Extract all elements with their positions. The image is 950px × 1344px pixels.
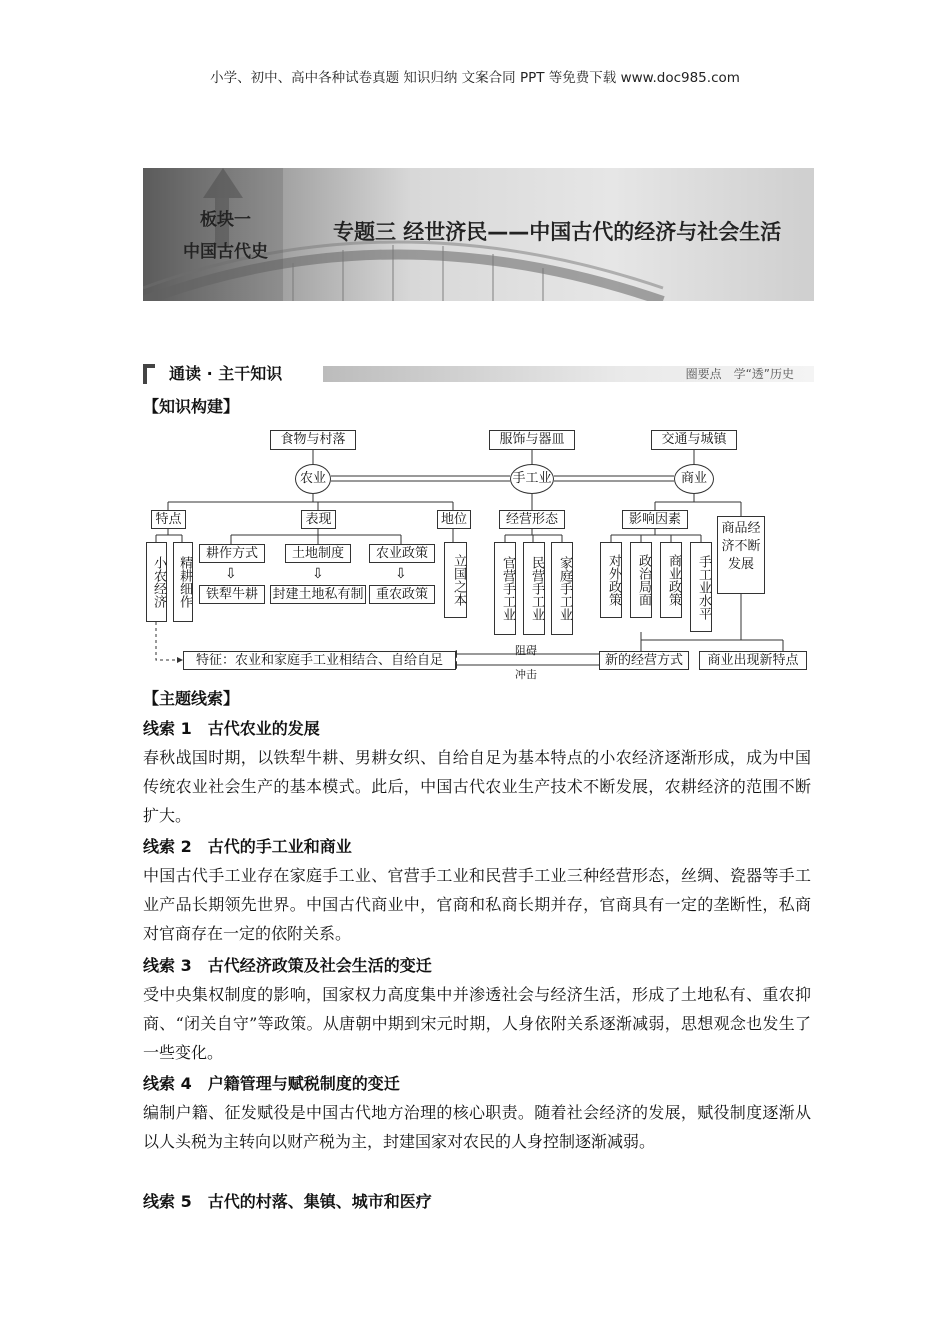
new-mode-box: 新的经营方式	[599, 651, 689, 670]
agri-policy-box: 农业政策	[369, 544, 435, 563]
food-village-box: 食物与村落	[270, 430, 356, 450]
foundation-box: 立国之本	[444, 542, 467, 618]
chapter-banner	[143, 168, 814, 301]
family-craft-box: 家庭手工业	[551, 542, 573, 635]
chapter-title: 专题三 经世济民——中国古代的经济与社会生活	[333, 220, 782, 244]
commodity-economy-box: 商品经济不断发展	[717, 516, 765, 594]
handicraft-node: 手工业	[510, 464, 554, 494]
dress-ware-box: 服饰与器皿	[489, 430, 575, 450]
transport-town-box: 交通与城镇	[651, 430, 737, 450]
section-label: 通读 · 主干知识	[169, 364, 283, 383]
foreign-policy-box: 对外政策	[600, 542, 622, 618]
clue-title: 线索 4 户籍管理与赋税制度的变迁	[143, 1074, 400, 1093]
corner-bracket-icon	[143, 364, 155, 384]
operation-forms-box: 经营形态	[499, 510, 565, 529]
knowledge-diagram	[143, 422, 814, 681]
down-arrow-icon: ⇩	[395, 566, 407, 582]
impact-label: 冲击	[515, 668, 537, 681]
feature-summary-box: 特征：农业和家庭手工业相结合、自给自足	[183, 651, 456, 670]
clue-title: 线索 3 古代经济政策及社会生活的变迁	[143, 956, 432, 975]
craft-level-box: 手工业水平	[690, 542, 712, 632]
commerce-policy-box: 商业政策	[660, 542, 682, 618]
clue-text: 中国古代手工业存在家庭手工业、官营手工业和民营手工业三种经营形态，丝绸、瓷器等手工业产品长期领先世界。中国古代商业中，官商和私商长期并存，官商具有一定的垄断性，私商对官商存在一定的依附关系。	[143, 866, 811, 943]
clue-title: 线索 5 古代的村落、集镇、城市和医疗	[143, 1192, 432, 1211]
clue-text: 受中央集权制度的影响，国家权力高度集中并渗透社会与经济生活，形成了土地私有、重农抑商、“闭关自守”等政策。从唐朝中期到宋元时期，人身依附关系逐渐减弱，思想观念也发生了一些变化。	[143, 985, 811, 1062]
private-craft-box: 民营手工业	[523, 542, 545, 635]
clue-text: 编制户籍、征发赋役是中国古代地方治理的核心职责。随着社会经济的发展，赋役制度逐渐从以人头税为主转向以财产税为主，封建国家对农民的人身控制逐渐减弱。	[143, 1103, 811, 1151]
down-arrow-icon: ⇩	[312, 566, 324, 582]
site-watermark: 小学、初中、高中各种试卷真题 知识归纳 文案合同 PPT 等免费下载 www.doc985.com	[210, 70, 740, 86]
block-name: 中国古代史	[183, 242, 268, 262]
performance-box: 表现	[301, 510, 336, 529]
status-box: 地位	[437, 510, 471, 529]
section-tagline: 圈要点 学“透”历史	[685, 367, 794, 381]
factors-box: 影响因素	[622, 510, 688, 529]
agriculture-node: 农业	[295, 464, 331, 494]
official-craft-box: 官营手工业	[494, 542, 516, 635]
intensive-farming-box: 精耕细作	[173, 542, 193, 622]
down-arrow-icon: ⇩	[225, 566, 237, 582]
clue-text: 春秋战国时期，以铁犁牛耕、男耕女织、自给自足为基本特点的小农经济逐渐形成，成为中国传统农业社会生产的基本模式。此后，中国古代农业生产技术不断发展，农耕经济的范围不断扩大。	[143, 748, 811, 825]
clue-title: 线索 1 古代农业的发展	[143, 719, 320, 738]
political-situation-box: 政治局面	[630, 542, 652, 618]
agri-first-policy-box: 重农政策	[369, 585, 435, 604]
block-label	[183, 204, 268, 268]
section-bar	[143, 362, 814, 386]
block-number: 板块一	[200, 210, 251, 230]
knowledge-heading: 【知识构建】	[143, 397, 240, 416]
commerce-node: 商业	[674, 464, 714, 494]
theme-heading: 【主题线索】	[143, 689, 240, 708]
clue-title: 线索 2 古代的手工业和商业	[143, 837, 352, 856]
features-box: 特点	[151, 510, 186, 529]
new-traits-box: 商业出现新特点	[699, 651, 807, 670]
hinder-label: 阻碍	[515, 644, 537, 657]
private-land-box: 封建土地私有制	[270, 585, 366, 604]
small-peasant-box: 小农经济	[146, 542, 167, 622]
iron-plow-box: 铁犁牛耕	[199, 585, 265, 604]
farming-method-box: 耕作方式	[199, 544, 265, 563]
land-system-box: 土地制度	[285, 544, 351, 563]
